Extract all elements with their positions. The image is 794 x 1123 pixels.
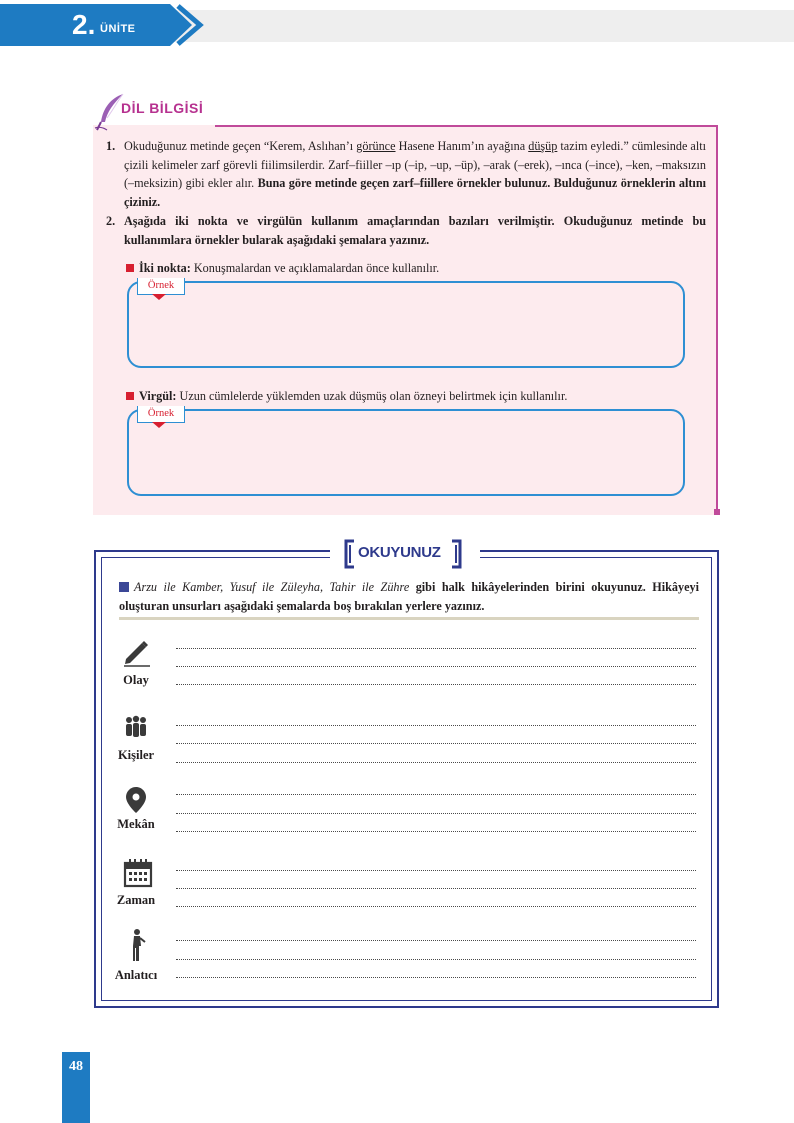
answer-box-virgul[interactable] [127, 409, 685, 496]
okuyunuz-title: OKUYUNUZ [358, 544, 441, 561]
item-label: İki nokta: [139, 261, 191, 275]
q1-underlined-word: düşüp [528, 139, 558, 153]
dil-bilgisi-border-right [716, 125, 718, 510]
page-number: 48 [69, 1059, 83, 1074]
answer-line[interactable] [176, 762, 696, 763]
pen-icon [114, 636, 158, 668]
item-virgul [126, 389, 567, 404]
question-2-number: 2. [106, 214, 116, 228]
book-right-bracket-icon [448, 539, 466, 569]
okuyunuz-intro [119, 578, 699, 615]
answer-line[interactable] [176, 684, 696, 685]
unit-word: ÜNİTE [100, 23, 136, 35]
item-iki-nokta [126, 261, 439, 276]
intro-instruction: gibi halk hikâyelerinden birini okuyunuz. Hikâyeyi oluşturan unsurları aşağıdaki şemalarda boş bırakılan yerlere yazınız. [119, 580, 699, 613]
answer-line[interactable] [176, 813, 696, 814]
intro-story-titles: Arzu ile Kamber, Yusuf ile Züleyha, Tahir ile Zühre [134, 580, 410, 594]
q1-text-part: Hasene Hanım’ın ayağına [395, 139, 529, 153]
narrator-icon [116, 929, 160, 961]
answer-line[interactable] [176, 831, 696, 832]
answer-line[interactable] [176, 870, 696, 871]
answer-line[interactable] [176, 977, 696, 978]
question-1-number: 1. [106, 139, 116, 153]
unit-tab [0, 4, 210, 46]
row-label-anlatici: Anlatıcı [114, 968, 158, 982]
red-square-bullet-icon [126, 392, 134, 400]
row-label-mekan: Mekân [117, 817, 155, 831]
okuyunuz-inner-frame [101, 557, 712, 1001]
unit-number: 2. [72, 9, 96, 40]
location-pin-icon [114, 784, 158, 816]
question-1 [106, 137, 706, 211]
question-2 [106, 212, 706, 249]
okuyunuz-divider [119, 617, 699, 620]
answer-box-iki-nokta[interactable] [127, 281, 685, 368]
row-label-zaman: Zaman [116, 893, 156, 907]
row-label-kisiler: Kişiler [117, 748, 155, 762]
answer-line[interactable] [176, 959, 696, 960]
item-label: Virgül: [139, 389, 177, 403]
red-square-bullet-icon [126, 264, 134, 272]
ornek-tag: Örnek [137, 406, 185, 423]
book-left-bracket-icon [340, 539, 358, 569]
ornek-arrow-icon [152, 422, 166, 428]
answer-line[interactable] [176, 794, 696, 795]
people-icon [114, 712, 158, 744]
question-1-text [124, 137, 706, 211]
answer-line[interactable] [176, 666, 696, 667]
answer-line[interactable] [176, 743, 696, 744]
row-label-olay: Olay [123, 673, 149, 687]
q1-underlined-word: görünce [356, 139, 396, 153]
q1-text-part: Okuduğunuz metinde geçen “Kerem, Aslıhan’ı [124, 139, 357, 153]
answer-line[interactable] [176, 940, 696, 941]
calendar-icon [116, 857, 160, 889]
blue-square-bullet-icon [119, 582, 129, 592]
answer-line[interactable] [176, 888, 696, 889]
q1-text-part: tazim eyledi.” cümlesinde altı çizili kelimeler zarf görevli fiilimsilerdir. Zarf–fiiller –ıp (–ip, –up, –üp), –arak (–erek), –ınca (–ince), –ken, –maksızın (–meksizin) gibi ekler alır. [124, 139, 706, 190]
ornek-tag: Örnek [137, 278, 185, 295]
question-2-text: Aşağıda iki nokta ve virgülün kullanım amaçlarından bazıları verilmiştir. Okuduğunuz metinde bu kullanımlara örnekler bularak aşağıdaki şemalara yazınız. [124, 214, 706, 247]
item-description: Uzun cümlelerde yüklemden uzak düşmüş olan özneyi belirtmek için kullanılır. [176, 389, 568, 403]
answer-line[interactable] [176, 725, 696, 726]
dil-bilgisi-title: DİL BİLGİSİ [121, 100, 204, 116]
answer-line[interactable] [176, 906, 696, 907]
answer-line[interactable] [176, 648, 696, 649]
q1-instruction: Buna göre metinde geçen zarf–fiillere örnekler bulunuz. Bulduğunuz örneklerin altını çiziniz. [124, 176, 706, 209]
dil-bilgisi-corner-dot [714, 509, 720, 515]
ornek-arrow-icon [152, 294, 166, 300]
dil-bilgisi-border-top [215, 125, 718, 127]
item-description: Konuşmalardan ve açıklamalardan önce kullanılır. [190, 261, 440, 275]
